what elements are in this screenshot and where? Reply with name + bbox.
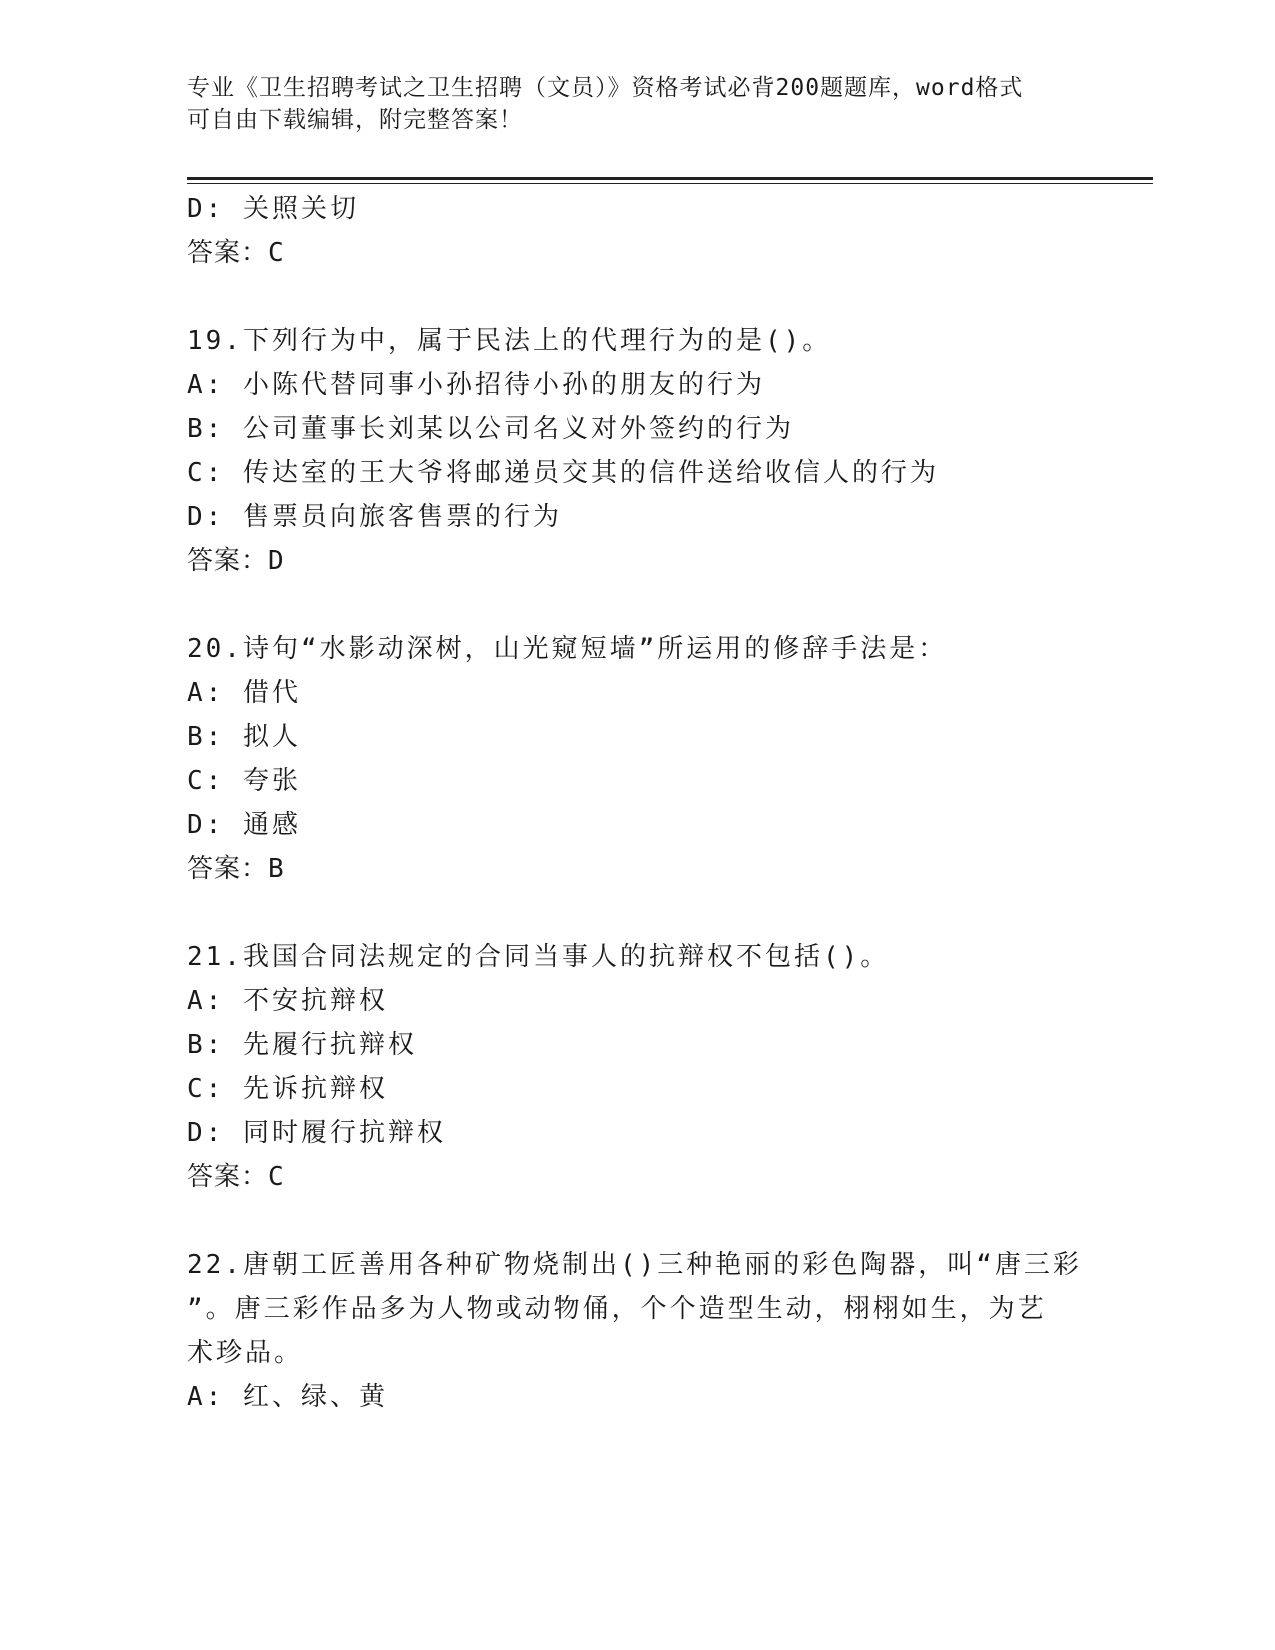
q22-stem-line-1: 22.唐朝工匠善用各种矿物烧制出()三种艳丽的彩色陶器，叫“唐三彩 bbox=[187, 1250, 1082, 1280]
header-line-1: 专业《卫生招聘考试之卫生招聘（文员）》资格考试必背200题题库，word格式 bbox=[187, 75, 1024, 101]
q19-answer bbox=[187, 545, 285, 577]
answer-label: 答案： bbox=[187, 238, 269, 268]
q20-answer bbox=[187, 853, 285, 885]
q19-option-d: D: 售票员向旅客售票的行为 bbox=[187, 502, 562, 532]
answer-label: 答案： bbox=[187, 1162, 269, 1192]
q21-stem: 21.我国合同法规定的合同当事人的抗辩权不包括()。 bbox=[187, 942, 890, 972]
answer-value: B bbox=[268, 854, 285, 884]
q21-option-a: A: 不安抗辩权 bbox=[187, 986, 388, 1016]
q22-stem-line-2: ”。唐三彩作品多为人物或动物俑，个个造型生动，栩栩如生，为艺 bbox=[187, 1294, 1047, 1324]
q21-option-d: D: 同时履行抗辩权 bbox=[187, 1118, 446, 1148]
q20-option-d: D: 通感 bbox=[187, 810, 301, 840]
q21-option-c: C: 先诉抗辩权 bbox=[187, 1074, 388, 1104]
answer-value: C bbox=[268, 238, 285, 268]
q21-answer bbox=[187, 1161, 285, 1193]
q19-option-c: C: 传达室的王大爷将邮递员交其的信件送给收信人的行为 bbox=[187, 458, 939, 488]
header-line-2: 可自由下载编辑，附完整答案！ bbox=[187, 107, 523, 133]
document-header bbox=[187, 72, 1067, 136]
answer-label: 答案： bbox=[187, 854, 269, 884]
q22-stem-line-3: 术珍品。 bbox=[187, 1338, 304, 1368]
q18-option-d: D: 关照关切 bbox=[187, 194, 359, 224]
q19-stem: 19.下列行为中，属于民法上的代理行为的是()。 bbox=[187, 326, 832, 356]
header-divider-thin bbox=[187, 183, 1153, 184]
answer-value: D bbox=[268, 546, 285, 576]
q21-option-b: B: 先履行抗辩权 bbox=[187, 1030, 417, 1060]
q20-option-a: A: 借代 bbox=[187, 678, 301, 708]
q20-option-c: C: 夸张 bbox=[187, 766, 301, 796]
q19-option-a: A: 小陈代替同事小孙招待小孙的朋友的行为 bbox=[187, 370, 765, 400]
q20-stem: 20.诗句“水影动深树，山光窥短墙”所运用的修辞手法是： bbox=[187, 634, 948, 664]
q18-answer bbox=[187, 237, 285, 269]
q22-option-a: A: 红、绿、黄 bbox=[187, 1382, 388, 1412]
q19-option-b: B: 公司董事长刘某以公司名义对外签约的行为 bbox=[187, 414, 794, 444]
answer-value: C bbox=[268, 1162, 285, 1192]
answer-label: 答案： bbox=[187, 546, 269, 576]
q20-option-b: B: 拟人 bbox=[187, 722, 301, 752]
header-divider-thick bbox=[187, 177, 1153, 180]
